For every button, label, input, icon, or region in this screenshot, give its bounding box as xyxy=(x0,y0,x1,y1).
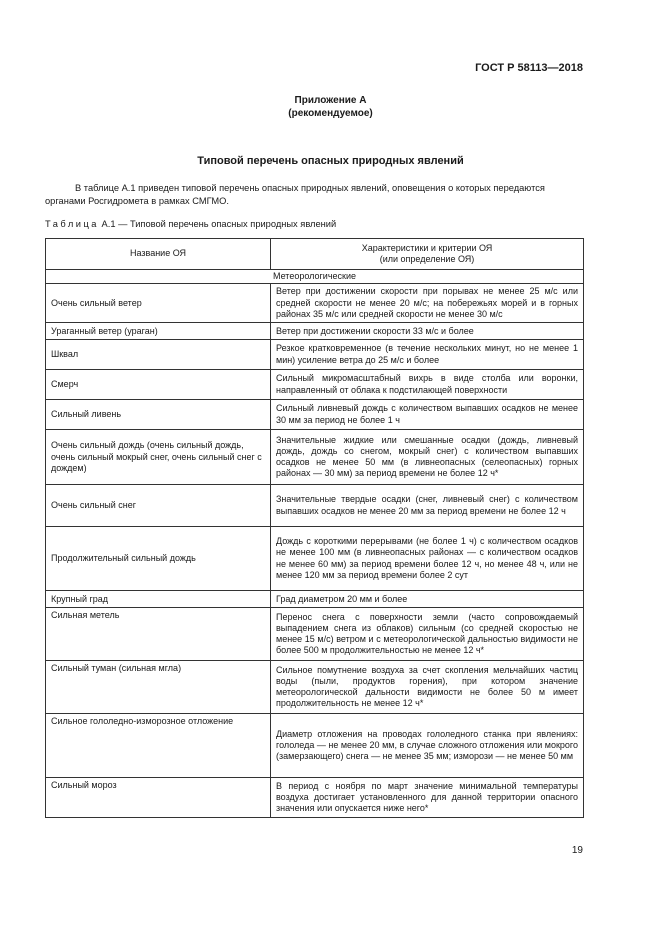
table-caption xyxy=(45,219,336,229)
column-header-criteria-line2: (или определение ОЯ) xyxy=(379,254,475,264)
hazard-criteria: Значительные жидкие или смешанные осадки (дождь, ливневый дождь, дождь со снегом, мокрый снег) с количеством выпавших осадков не менее 50 мм (в ливнеопасных (селеопасных) горных районах — 30 мм) за период времени не более 12 ч* xyxy=(271,430,584,485)
hazard-criteria: Перенос снега с поверхности земли (часто сопровождаемый выпадением снега из облаков) сильным (со средней скоростью не менее 15 м/с) ветром и с метеорологической дальностью видимости не более 500 м продолжительностью не менее 12 ч* xyxy=(271,608,584,661)
table-header-row xyxy=(46,239,584,270)
group-label: Метеорологические xyxy=(46,270,584,284)
hazard-name: Крупный град xyxy=(46,591,271,608)
table-row xyxy=(46,661,584,714)
hazard-name: Сильная метель xyxy=(46,608,271,661)
hazard-criteria: Ветер при достижении скорости при порывах не менее 25 м/с или средней скорости не менее 20 м/с; на побережьях морей и в горных районах 35 м/с или средней скорости не менее 30 м/с xyxy=(271,284,584,323)
hazard-name: Сильное гололедно-изморозное отложение xyxy=(46,714,271,778)
table-row xyxy=(46,778,584,818)
table-row xyxy=(46,714,584,778)
column-header-criteria xyxy=(271,239,584,270)
table-row xyxy=(46,284,584,323)
hazard-criteria: В период с ноября по март значение минимальной температуры воздуха достигает установленного для данной территории опасного значения или опускается ниже него* xyxy=(271,778,584,818)
document-code: ГОСТ Р 58113—2018 xyxy=(475,62,583,74)
hazard-criteria: Дождь с короткими перерывами (не более 1 ч) с количеством осадков не менее 100 мм (в ливнеопасных районах — с количеством осадков не менее 60 мм) за период времени более 12 ч, но менее 48 ч, или не менее 120 мм за период времени более 2 сут xyxy=(271,527,584,591)
hazard-criteria: Резкое кратковременное (в течение нескольких минут, но не менее 1 мин) усиление ветра до 25 м/с и более xyxy=(271,340,584,370)
intro-paragraph: В таблице А.1 приведен типовой перечень опасных природных явлений, оповещения о которых передаются органами Росгидромета в рамках СМГМО. xyxy=(45,183,545,206)
hazard-name: Очень сильный дождь (очень сильный дождь, очень сильный мокрый снег, очень сильный снег с дождем) xyxy=(46,430,271,485)
column-header-criteria-line1: Характеристики и критерии ОЯ xyxy=(361,242,493,253)
hazards-table xyxy=(45,238,584,818)
table-row xyxy=(46,527,584,591)
hazard-name: Ураганный ветер (ураган) xyxy=(46,323,271,340)
hazard-name: Продолжительный сильный дождь xyxy=(46,527,271,591)
table-caption-label: Таблица xyxy=(45,219,99,229)
table-row xyxy=(46,400,584,430)
hazard-criteria: Град диаметром 20 мм и более xyxy=(271,591,584,608)
hazard-criteria: Сильное помутнение воздуха за счет скопления мельчайших частиц воды (пыли, продуктов горения), при котором значение метеорологической дальности видимости не более 50 м имеет продолжительность не менее 12 ч* xyxy=(271,661,584,714)
table-row xyxy=(46,591,584,608)
hazard-name: Сильный мороз xyxy=(46,778,271,818)
column-header-name: Название ОЯ xyxy=(46,239,271,270)
table-row xyxy=(46,430,584,485)
section-title: Типовой перечень опасных природных явлений xyxy=(197,155,464,167)
table-caption-text: А.1 — Типовой перечень опасных природных явлений xyxy=(98,219,337,229)
table-row xyxy=(46,323,584,340)
hazard-name: Смерч xyxy=(46,370,271,400)
hazard-name: Очень сильный ветер xyxy=(46,284,271,323)
hazard-criteria: Ветер при достижении скорости 33 м/с и более xyxy=(271,323,584,340)
hazard-name: Очень сильный снег xyxy=(46,485,271,527)
hazard-name: Сильный туман (сильная мгла) xyxy=(46,661,271,714)
hazard-criteria: Сильный микромасштабный вихрь в виде столба или воронки, направленный от облака к подстилающей поверхности xyxy=(271,370,584,400)
hazard-name: Сильный ливень xyxy=(46,400,271,430)
table-group-row xyxy=(46,270,584,284)
hazard-name: Шквал xyxy=(46,340,271,370)
hazard-criteria: Диаметр отложения на проводах гололедного станка при явлениях: гололеда — не менее 20 мм, в случае сложного отложения или мокрого (замерзающего) снега — не менее 35 мм; изморози — не менее 50 мм xyxy=(271,714,584,778)
hazard-criteria: Сильный ливневый дождь с количеством выпавших осадков не менее 30 мм за период не более 1 ч xyxy=(271,400,584,430)
table-row xyxy=(46,340,584,370)
appendix-title: Приложение А xyxy=(294,95,367,106)
appendix-subtitle: (рекомендуемое) xyxy=(288,108,373,119)
table-row xyxy=(46,485,584,527)
appendix-heading xyxy=(0,94,661,120)
hazard-criteria: Значительные твердые осадки (снег, ливневый снег) с количеством выпавших осадков не менее 20 мм за период времени не более 12 ч xyxy=(271,485,584,527)
page-number: 19 xyxy=(571,845,583,856)
table-row xyxy=(46,608,584,661)
table-row xyxy=(46,370,584,400)
